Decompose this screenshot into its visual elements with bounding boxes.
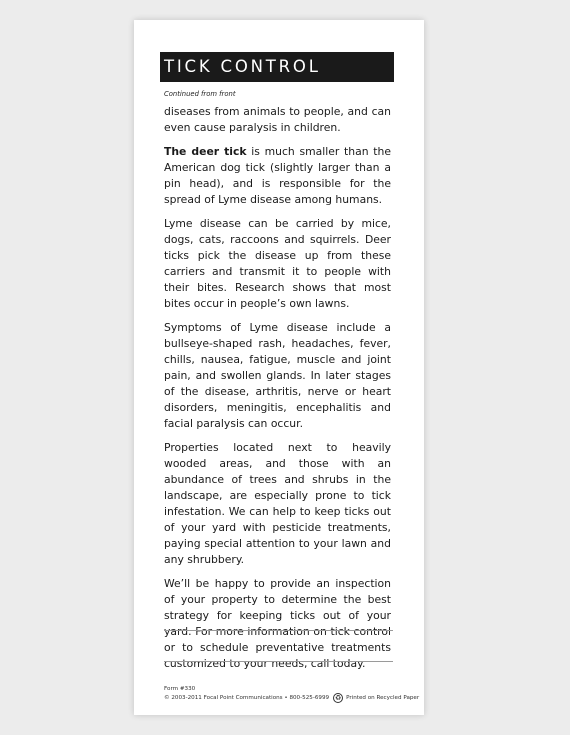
- paragraph-2: The deer tick is much smaller than the American dog tick (slightly larger than a pin head), and is responsible for the spread of Lyme disease among humans.: [164, 145, 391, 206]
- divider-line: [164, 661, 393, 662]
- recycle-icon: ♻: [334, 694, 342, 702]
- recycled-paper-text: Printed on Recycled Paper: [346, 695, 420, 701]
- form-number: Form #330: [164, 686, 196, 692]
- body-text: [164, 104, 391, 680]
- page-title: TICK CONTROL: [160, 52, 394, 82]
- continued-note: Continued from front: [164, 90, 236, 98]
- paragraph-1: diseases from animals to people, and can even cause paralysis in children.: [164, 105, 391, 134]
- footer: [164, 685, 419, 703]
- copyright-text: © 2003-2011 Focal Point Communications • 800-525-6999: [164, 695, 330, 701]
- paragraph-lead: The deer tick: [164, 145, 247, 158]
- brochure-card: [134, 20, 424, 715]
- divider-line: [164, 630, 393, 631]
- paragraph-3: Lyme disease can be carried by mice, dogs, cats, raccoons and squirrels. Deer ticks pick the disease up from these carriers and transmit it to people with their bites. Research shows that most bites occur in people’s own lawns.: [164, 217, 391, 310]
- paragraph-5: Properties located next to heavily wooded areas, and those with an abundance of trees and shrubs in the landscape, are especially prone to tick infestation. We can help to keep ticks out of your yard with pesticide treatments, paying special attention to your lawn and any shrubbery.: [164, 441, 391, 566]
- paragraph-4: Symptoms of Lyme disease include a bullseye-shaped rash, headaches, fever, chills, nausea, fatigue, muscle and joint pain, and swollen glands. In later stages of the disease, arthritis, nerve or heart disorders, meningitis, encephalitis and facial paralysis can occur.: [164, 321, 391, 430]
- paragraph-6: We’ll be happy to provide an inspection of your property to determine the best strategy for keeping ticks out of your yard. For more information on tick control or to schedule preventative treatments customized to your needs, call today.: [164, 577, 391, 670]
